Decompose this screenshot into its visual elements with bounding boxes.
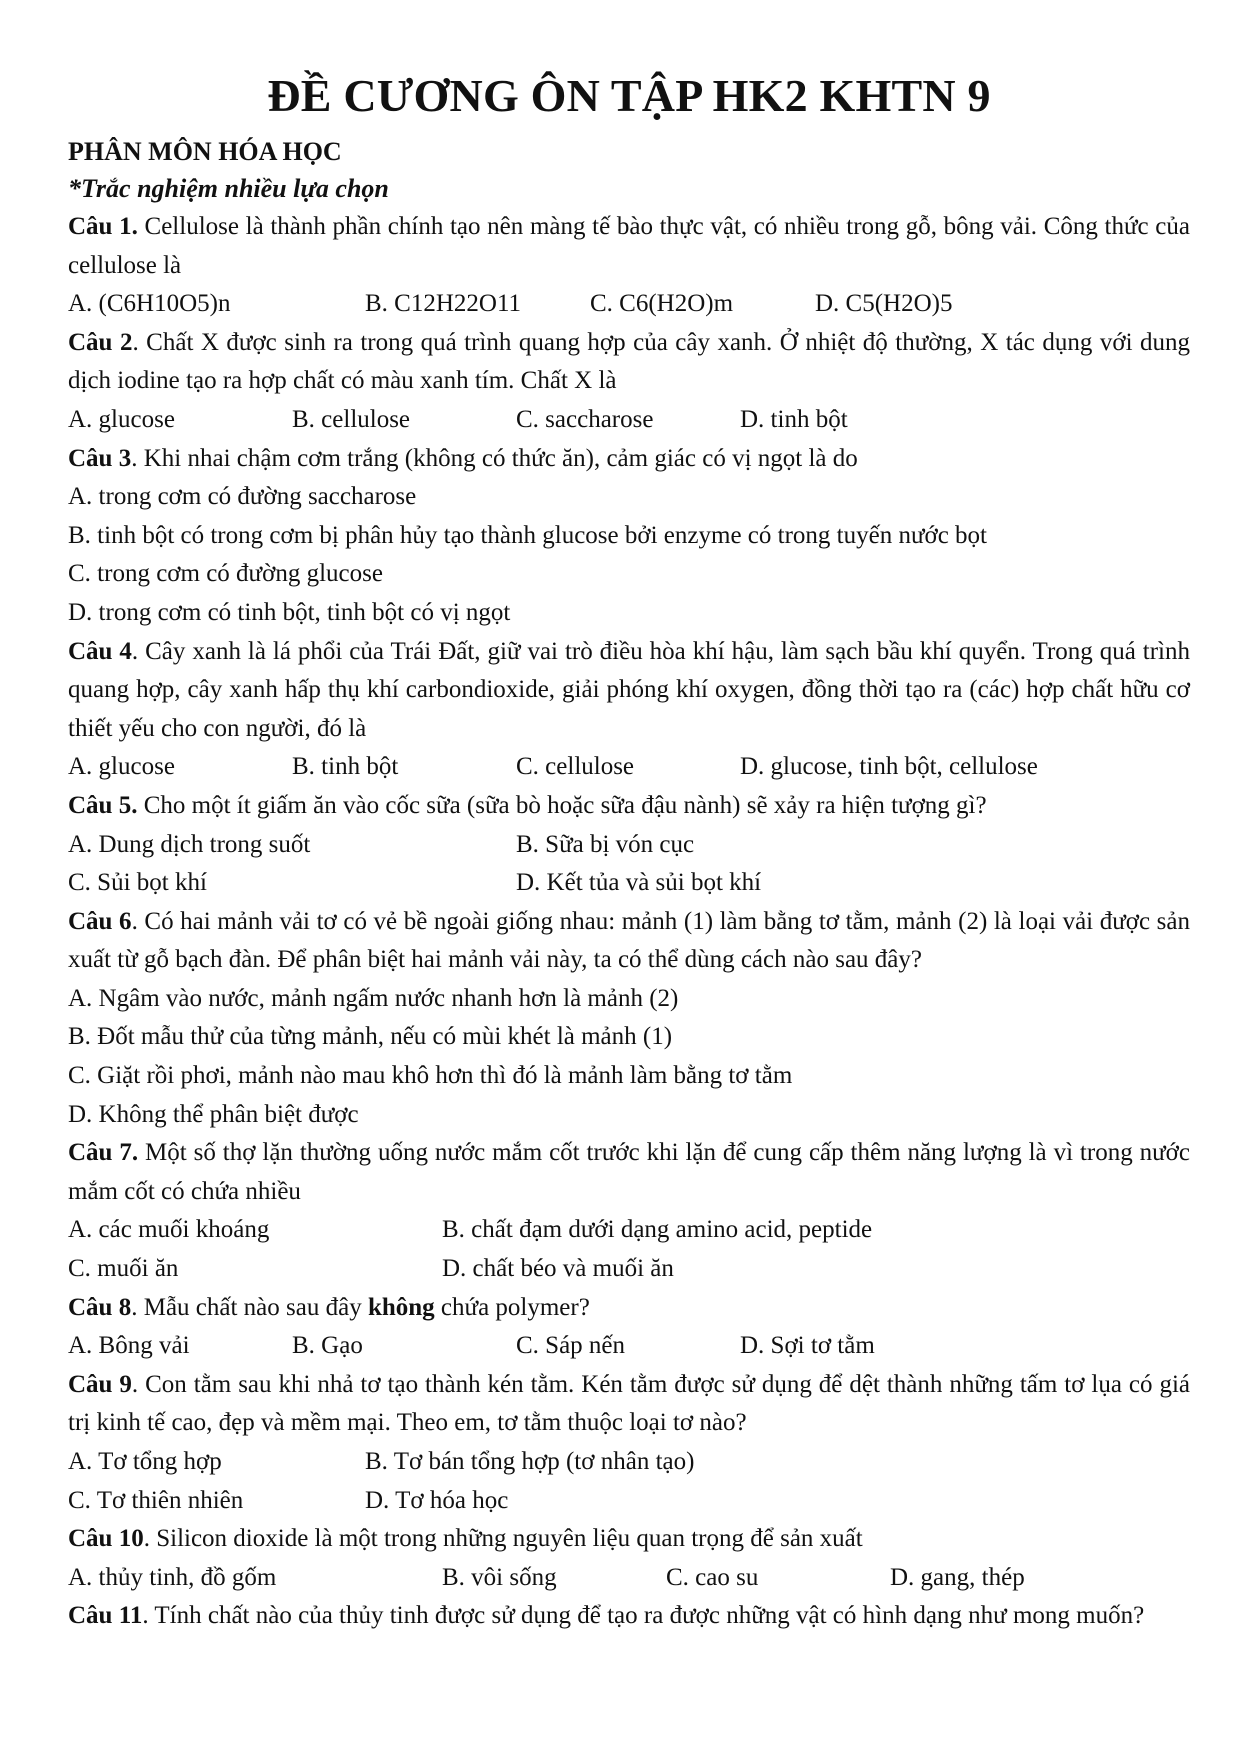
option-c: C. Giặt rồi phơi, mảnh nào mau khô hơn thì đó là mảnh làm bằng tơ tằm	[68, 1062, 793, 1090]
option-a: A. các muối khoáng	[68, 1216, 270, 1244]
option-d: D. gang, thép	[890, 1563, 1025, 1591]
question-number: Câu 2	[68, 328, 133, 356]
question-4-options	[68, 748, 1190, 787]
question-2	[68, 324, 1190, 401]
question-8-options	[68, 1327, 1190, 1366]
option-d: D. Kết tủa và sủi bọt khí	[516, 869, 762, 897]
question-9	[68, 1366, 1190, 1443]
question-6	[68, 903, 1190, 980]
option-b: B. Sữa bị vón cục	[516, 830, 695, 858]
document-page	[68, 64, 1190, 1636]
question-10	[68, 1520, 1190, 1559]
option-b: B. vôi sống	[442, 1563, 557, 1591]
question-text: . Khi nhai chậm cơm trắng (không có thức ăn), cảm giác có vị ngọt là do	[131, 444, 858, 472]
option-d: D. C5(H2O)5	[815, 290, 953, 318]
option-b: B. chất đạm dưới dạng amino acid, peptide	[442, 1216, 873, 1244]
option-a: A. trong cơm có đường saccharose	[68, 483, 417, 511]
question-text: Cellulose là thành phần chính tạo nên màng tế bào thực vật, có nhiều trong gỗ, bông vải. Công thức của cellulose là	[68, 213, 1190, 279]
question-text-before: . Mẫu chất nào sau đây	[131, 1293, 368, 1321]
question-1-options	[68, 285, 1190, 324]
option-b: B. Đốt mẫu thử của từng mảnh, nếu có mùi khét là mảnh (1)	[68, 1023, 673, 1051]
option-c: C. C6(H2O)m	[590, 290, 734, 318]
question-text: . Con tằm sau khi nhả tơ tạo thành kén tằm. Kén tằm được sử dụng để dệt thành những tấm tơ lụa có giá trị kinh tế cao, đẹp và mềm mại. Theo em, tơ tằm thuộc loại tơ nào?	[68, 1370, 1190, 1437]
option-a: A. thủy tinh, đồ gốm	[68, 1563, 277, 1591]
option-d: D. Tơ hóa học	[365, 1486, 509, 1514]
question-text: . Cây xanh là lá phổi của Trái Đất, giữ vai trò điều hòa khí hậu, làm sạch bầu khí quyển. Trong quá trình quang hợp, cây xanh hấp thụ khí carbondioxide, giải phóng khí oxygen, đồng thời tạo ra (các) hợp chất hữu cơ thiết yếu cho con người, đó là	[68, 637, 1190, 742]
question-text: . Tính chất nào của thủy tinh được sử dụng để tạo ra được những vật có hình dạng như mong muốn?	[142, 1602, 1145, 1630]
option-b: B. tinh bột có trong cơm bị phân hủy tạo thành glucose bởi enzyme có trong tuyến nước bọt	[68, 521, 988, 549]
option-c: C. muối ăn	[68, 1255, 179, 1283]
question-number: Câu 6	[68, 907, 132, 935]
question-number: Câu 8	[68, 1293, 132, 1321]
question-10-options	[68, 1559, 1190, 1598]
option-a: A. Dung dịch trong suốt	[68, 830, 311, 858]
question-2-options	[68, 401, 1190, 440]
question-text-after: chứa polymer?	[434, 1293, 590, 1321]
page-title: ĐỀ CƯƠNG ÔN TẬP HK2 KHTN 9	[267, 70, 991, 121]
option-c: C. saccharose	[516, 405, 654, 433]
option-a: A. glucose	[68, 405, 175, 433]
option-d: D. Sợi tơ tằm	[740, 1332, 875, 1360]
question-1	[68, 208, 1190, 285]
option-b: B. C12H22O11	[365, 290, 522, 318]
option-b: B. cellulose	[292, 405, 411, 433]
question-9-options-row-2	[68, 1482, 1190, 1521]
option-a: A. Ngâm vào nước, mảnh ngấm nước nhanh hơn là mảnh (2)	[68, 984, 679, 1012]
question-8	[68, 1289, 1190, 1328]
question-text: . Silicon dioxide là một trong những nguyên liệu quan trọng để sản xuất	[143, 1525, 863, 1553]
option-c: C. Tơ thiên nhiên	[68, 1486, 244, 1514]
question-text: . Có hai mảnh vải tơ có vẻ bề ngoài giống nhau: mảnh (1) làm bằng tơ tằm, mảnh (2) là loại vải được sản xuất từ gỗ bạch đàn. Để phân biệt hai mảnh vải này, ta có thể dùng cách nào sau đây?	[68, 907, 1190, 974]
section-heading: *Trắc nghiệm nhiều lựa chọn	[68, 174, 389, 203]
subject-heading: PHÂN MÔN HÓA HỌC	[68, 137, 342, 166]
question-7-options-row-1	[68, 1211, 1190, 1250]
question-text: Cho một ít giấm ăn vào cốc sữa (sữa bò hoặc sữa đậu nành) sẽ xảy ra hiện tượng gì?	[137, 791, 987, 819]
question-number: Câu 5.	[68, 791, 138, 819]
option-c: C. trong cơm có đường glucose	[68, 560, 383, 588]
question-7	[68, 1134, 1190, 1211]
option-b: B. tinh bột	[292, 753, 399, 781]
option-b: B. Tơ bán tổng hợp (tơ nhân tạo)	[365, 1448, 695, 1475]
option-d: D. chất béo và muối ăn	[442, 1255, 674, 1283]
option-c: C. Sáp nến	[516, 1332, 626, 1360]
question-number: Câu 1.	[68, 213, 138, 240]
option-c: C. cao su	[666, 1563, 759, 1591]
question-text: Một số thợ lặn thường uống nước mắm cốt trước khi lặn để cung cấp thêm năng lượng là vì trong nước mắm cốt có chứa nhiều	[68, 1139, 1190, 1205]
option-a: A. (C6H10O5)n	[68, 290, 231, 318]
question-5	[68, 787, 1190, 826]
question-5-options-row-2	[68, 864, 1190, 903]
option-a: A. Bông vải	[68, 1332, 190, 1360]
option-d: D. Không thể phân biệt được	[68, 1100, 359, 1128]
question-number: Câu 3	[68, 444, 132, 472]
option-a: A. Tơ tổng hợp	[68, 1448, 222, 1475]
option-b: B. Gạo	[292, 1332, 363, 1360]
question-number: Câu 4	[68, 637, 132, 665]
question-number: Câu 10	[68, 1525, 144, 1553]
option-a: A. glucose	[68, 753, 175, 781]
option-c: C. Sủi bọt khí	[68, 869, 207, 897]
option-d: D. glucose, tinh bột, cellulose	[740, 753, 1038, 781]
question-text: . Chất X được sinh ra trong quá trình quang hợp của cây xanh. Ở nhiệt độ thường, X tác dụng với dung dịch iodine tạo ra hợp chất có màu xanh tím. Chất X là	[68, 328, 1191, 395]
question-5-options-row-1	[68, 826, 1190, 865]
question-4	[68, 633, 1190, 749]
option-c: C. cellulose	[516, 753, 635, 781]
question-number: Câu 9	[68, 1370, 132, 1398]
question-3	[68, 440, 1190, 479]
question-11	[68, 1597, 1190, 1636]
question-9-options-row-1	[68, 1443, 1190, 1482]
question-7-options-row-2	[68, 1250, 1190, 1289]
option-d: D. trong cơm có tinh bột, tinh bột có vị ngọt	[68, 598, 511, 626]
option-d: D. tinh bột	[740, 405, 848, 433]
question-number: Câu 7.	[68, 1139, 139, 1167]
question-number: Câu 11	[68, 1602, 143, 1630]
question-emphasis: không	[367, 1293, 435, 1321]
